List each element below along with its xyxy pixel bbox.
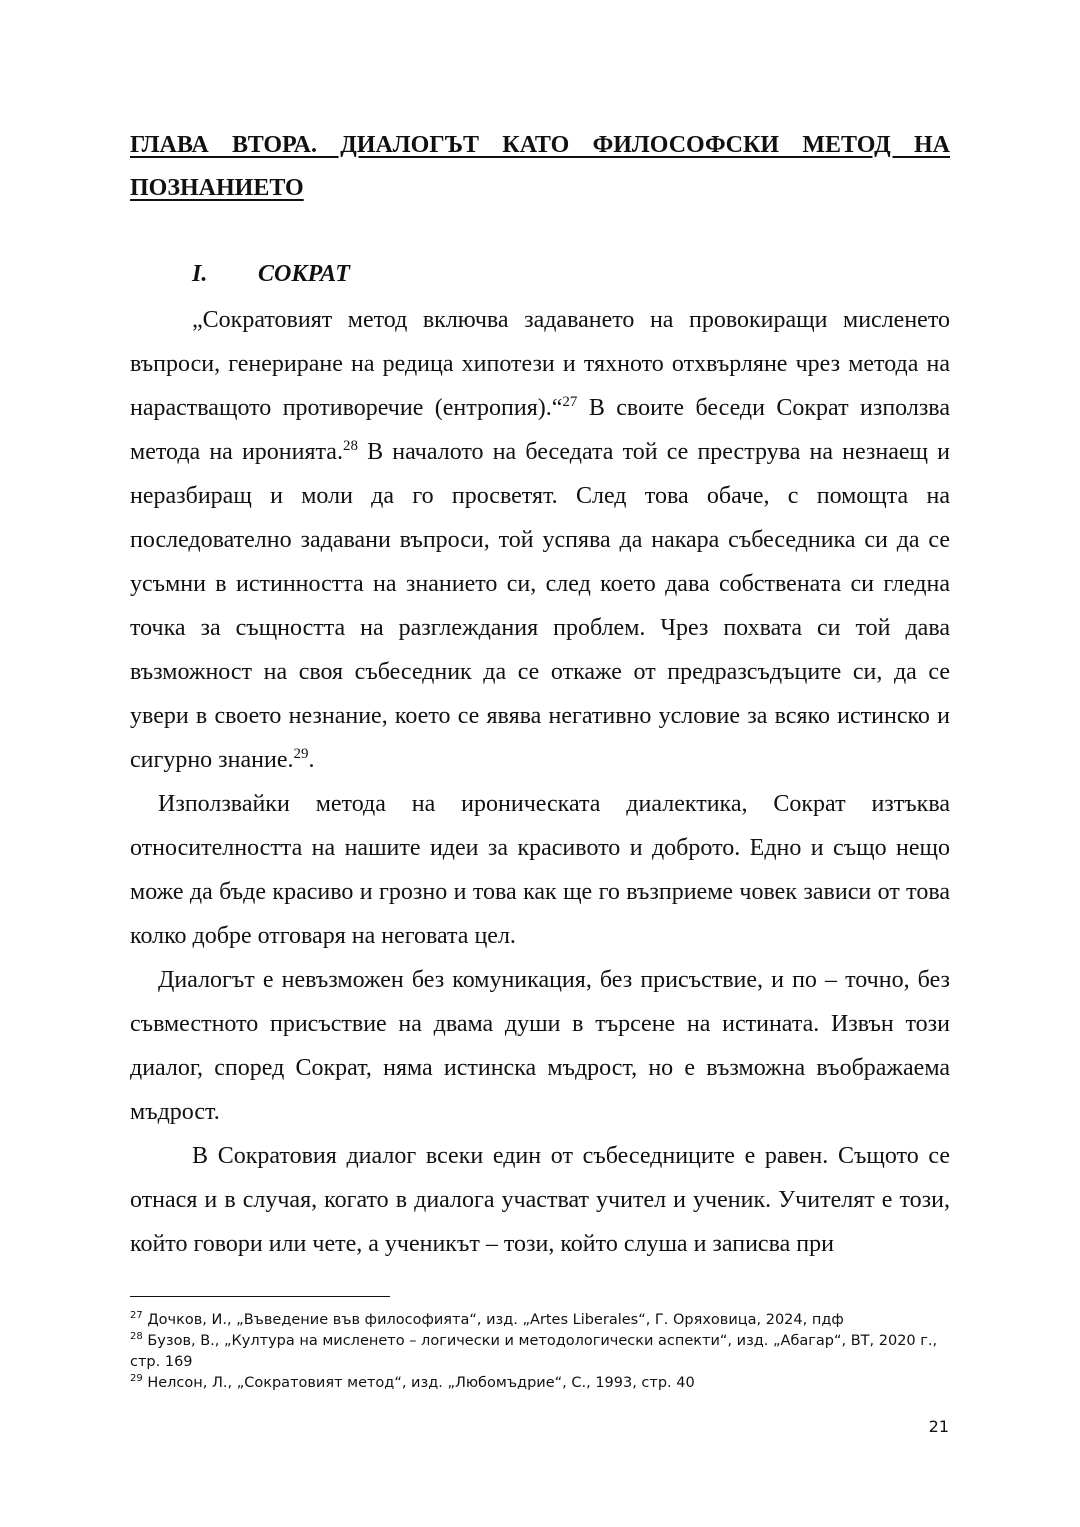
paragraph-text: „Сократовият метод включва задаването на провокиращи мисленето въпроси, генериране на редица хипотези и тяхното отхвърляне чрез метода на нарастващото противоречие (ентропия).“ [130,307,950,421]
paragraph-3: Диалогът е невъзможен без комуникация, без присъствие, и по – точно, без съвместното присъствие на двама души в търсене на истината. Извън този диалог, според Сократ, няма истинска мъдрост, но е възможна въображаема мъдрост. [130,967,950,1125]
paragraph-1 [130,298,950,782]
footnote-ref: 29 [293,746,309,762]
footnote-number: 29 [130,1373,143,1385]
paragraph-text: . [308,747,315,773]
footnote-separator [130,1296,390,1297]
footnote-text: Бузов, В., „Култура на мисленето – логически и методологически аспекти“, изд. „Абагар“, ВТ, 2020 г., стр. 169 [130,1333,938,1370]
footnote-number: 27 [130,1310,143,1322]
body-text [130,298,950,1266]
footnotes [130,1310,950,1394]
section-number: I. [192,261,208,287]
chapter-title: ГЛАВА ВТОРА. ДИАЛОГЪТ КАТО ФИЛОСОФСКИ МЕТОД НА ПОЗНАНИЕТО [130,132,950,201]
footnote [130,1373,950,1394]
paragraph-text: В своите беседи Сократ използва метода на иронията. [130,395,950,465]
page-number: 21 [928,1417,949,1436]
paragraph-4: В Сократовия диалог всеки един от събеседниците е равен. Същото се отнася и в случая, когато в диалога участват учител и ученик. Учителят е този, който говори или чете, а ученикът – този, който слуша и записва при [130,1143,950,1257]
footnote [130,1310,950,1331]
paragraph-text: В началото на беседата той се преструва на незнаещ и неразбиращ и моли да го просветят. След това обаче, с помощта на последователно задавани въпроси, той успява да накара събеседника си да се усъмни в истинността на знанието си, след което дава собствената си гледна точка за същността на разглеждания проблем. Чрез похвата си той дава възможност на своя събеседник да се откаже от предразсъдъците си, да се увери в своето незнание, което се явява негативно условие за всяко истинско и сигурно знание. [130,439,950,773]
footnote-number: 28 [130,1331,143,1343]
footnote [130,1331,950,1373]
footnote-ref: 27 [562,394,578,410]
footnote-text: Дочков, И., „Въведение във философията“, изд. „Artes Liberales“, Г. Оряховица, 2024, пдф [142,1312,844,1328]
section-heading [192,256,350,292]
footnote-text: Нелсон, Л., „Сократовият метод“, изд. „Любомъдрие“, С., 1993, стр. 40 [142,1375,695,1391]
section-title: СОКРАТ [258,261,350,287]
footnote-ref: 28 [342,438,358,454]
paragraph-2: Използвайки метода на ироническата диалектика, Сократ изтъква относителността на нашите идеи за красивото и доброто. Едно и също нещо може да бъде красиво и грозно и това как ще го възприеме човек зависи от това колко добре отговаря на неговата цел. [130,791,950,949]
